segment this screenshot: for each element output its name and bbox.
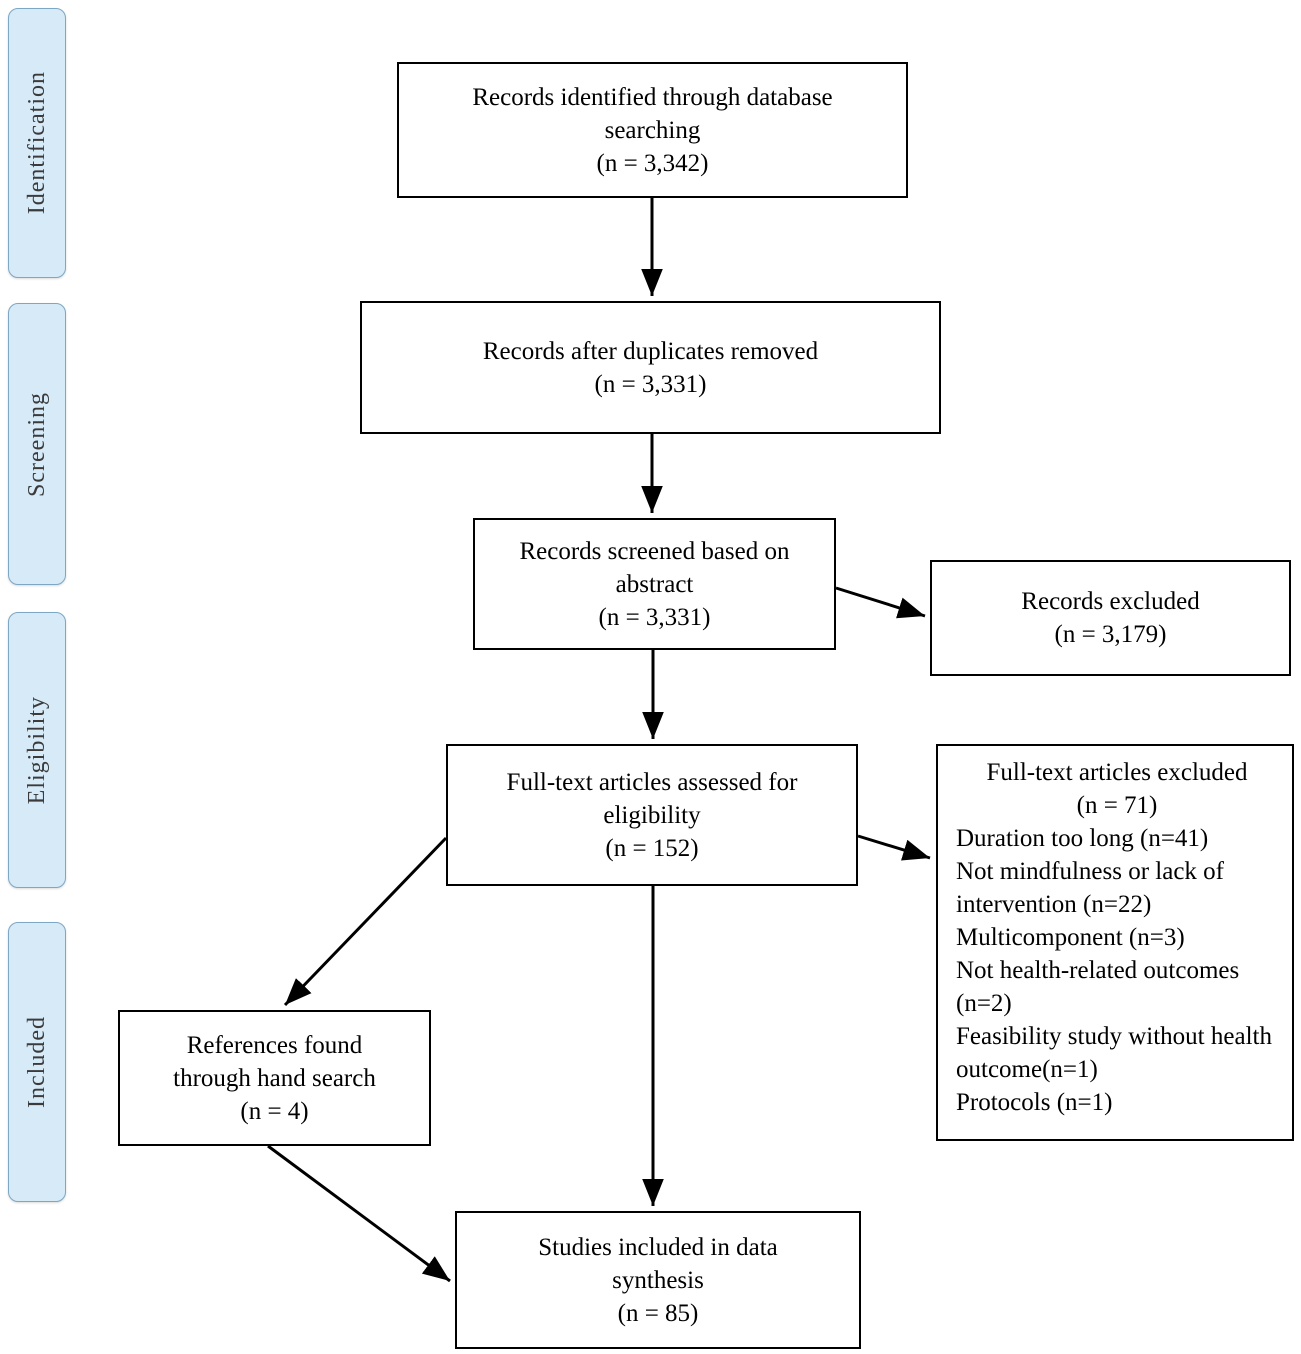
- stage-label-screening: [8, 303, 66, 585]
- text-line: Full-text articles excluded: [986, 759, 1248, 786]
- box-fulltext-assessed: [446, 744, 858, 886]
- stage-label-text: Eligibility: [23, 695, 50, 805]
- text-line: Records identified through database: [472, 83, 833, 111]
- text-line: Multicomponent (n=3): [956, 924, 1185, 951]
- stage-label-text: Screening: [23, 391, 50, 497]
- text-line: (n = 3,331): [594, 370, 707, 398]
- text-line: Duration too long (n=41): [956, 825, 1209, 852]
- text-line: Not health-related outcomes (n=2): [956, 957, 1240, 1017]
- text-line: Records after duplicates removed: [482, 337, 819, 365]
- arrow-handsearch-to-included: [268, 1146, 450, 1281]
- box-included-synthesis: [455, 1211, 861, 1349]
- text-line: Full-text articles assessed for: [506, 768, 798, 796]
- box-records-excluded: [930, 560, 1291, 676]
- box-fulltext-excluded: [936, 744, 1294, 1141]
- text-line: Records screened based on: [519, 537, 790, 565]
- arrow-fulltext-to-ft-excluded: [858, 836, 930, 858]
- text-line: (n = 3,331): [598, 603, 711, 631]
- stage-label-identification: [8, 8, 66, 278]
- text-line: (n = 71): [1076, 792, 1158, 819]
- box-duplicates-removed: [360, 301, 941, 434]
- text-line: (n = 85): [617, 1299, 699, 1327]
- text-line: through hand search: [173, 1064, 376, 1092]
- arrow-screened-to-excluded: [836, 588, 925, 616]
- text-line: abstract: [615, 570, 694, 598]
- box-records-identified: [397, 62, 908, 198]
- text-line: (n = 152): [605, 834, 699, 862]
- box-records-screened: [473, 518, 836, 650]
- stage-label-included: [8, 922, 66, 1202]
- text-line: synthesis: [612, 1266, 704, 1294]
- fulltext-excluded-header: [956, 756, 1278, 822]
- fulltext-excluded-reasons: [956, 822, 1278, 1119]
- text-line: (n = 3,179): [1054, 621, 1167, 648]
- text-line: Studies included in data: [538, 1233, 778, 1261]
- text-line: Feasibility study without health outcome(n=1): [956, 1023, 1272, 1083]
- text-line: eligibility: [603, 801, 701, 829]
- stage-label-eligibility: [8, 612, 66, 888]
- arrow-fulltext-to-handsearch: [285, 838, 446, 1005]
- box-hand-search: [118, 1010, 431, 1146]
- stage-label-text: Included: [23, 1016, 50, 1108]
- stage-label-text: Identification: [23, 71, 50, 215]
- text-line: Records excluded: [1021, 588, 1200, 615]
- text-line: (n = 4): [240, 1097, 309, 1125]
- text-line: Not mindfulness or lack of intervention (n=22): [956, 858, 1225, 918]
- text-line: (n = 3,342): [596, 149, 709, 177]
- text-line: Protocols (n=1): [956, 1089, 1113, 1116]
- text-line: searching: [604, 116, 701, 144]
- text-line: References found: [186, 1031, 363, 1059]
